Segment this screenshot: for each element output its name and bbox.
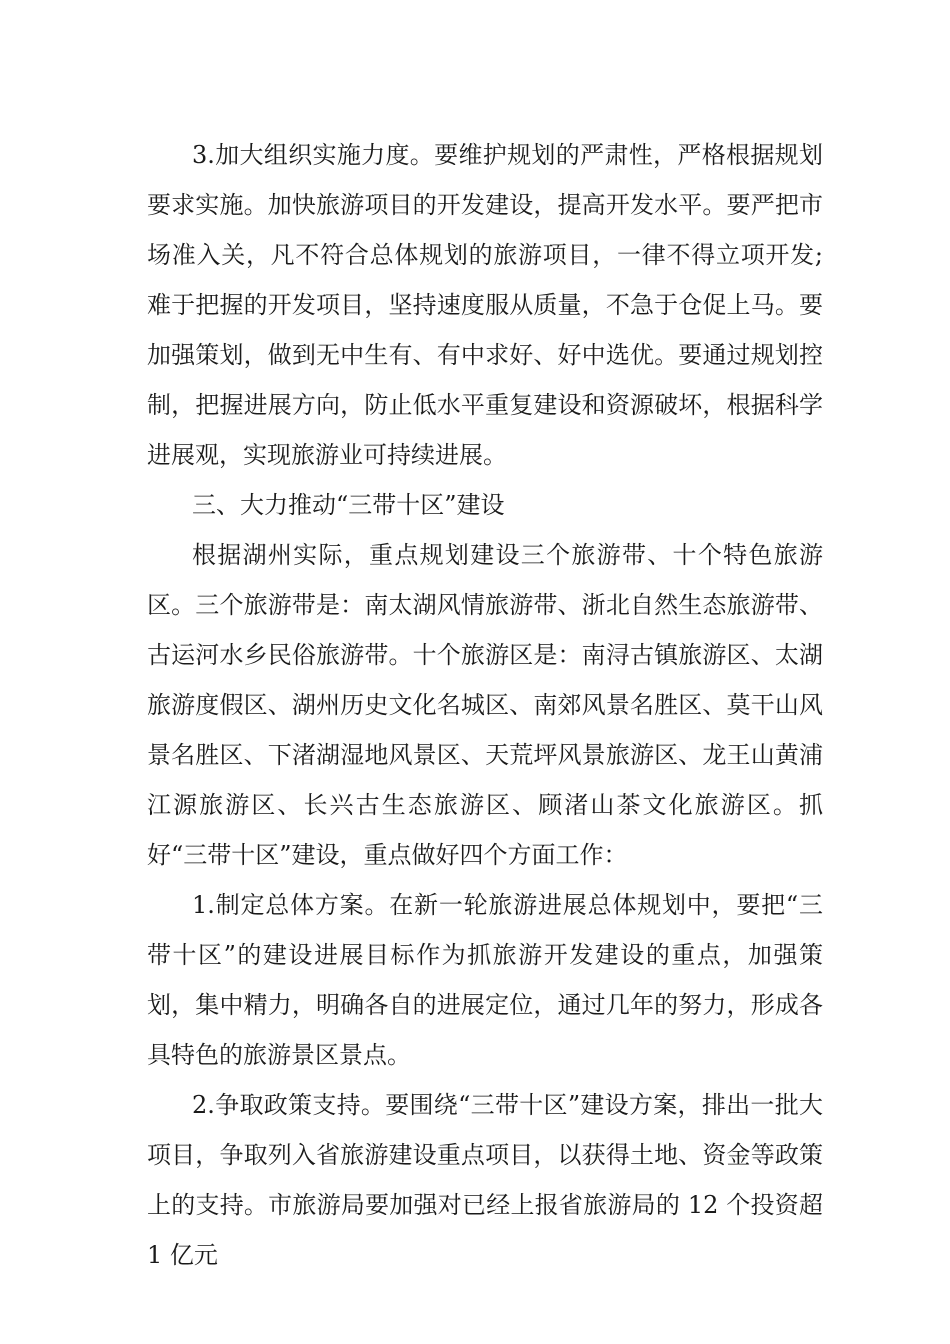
paragraph-overall-plan: 1.制定总体方案。在新一轮旅游进展总体规划中，要把“三带十区”的建设进展目标作为抓旅游开发建设的重点，加强策划，集中精力，明确各自的进展定位，通过几年的努力，形成各具特色的旅游景区景点。	[147, 891, 823, 1069]
paragraph-policy-support: 2.争取政策支持。要围绕“三带十区”建设方案，排出一批大项目，争取列入省旅游建设重点项目，以获得土地、资金等政策上的支持。市旅游局要加强对已经上报省旅游局的 12 个投资超 1 亿元	[147, 1091, 823, 1269]
paragraph-planning-overview: 根据湖州实际，重点规划建设三个旅游带、十个特色旅游区。三个旅游带是：南太湖风情旅游带、浙北自然生态旅游带、古运河水乡民俗旅游带。十个旅游区是：南浔古镇旅游区、太湖旅游度假区、湖州历史文化名城区、南郊风景名胜区、莫干山风景名胜区、下渚湖湿地风景区、天荒坪风景旅游区、龙王山黄浦江源旅游区、长兴古生态旅游区、顾渚山茶文化旅游区。抓好“三带十区”建设，重点做好四个方面工作：	[147, 541, 823, 869]
section-heading-three-belts-ten-zones: 三、大力推动“三带十区”建设	[192, 491, 505, 519]
paragraph-implementation: 3.加大组织实施力度。要维护规划的严肃性，严格根据规划要求实施。加快旅游项目的开发建设，提高开发水平。要严把市场准入关，凡不符合总体规划的旅游项目，一律不得立项开发;难于把握的开发项目，坚持速度服从质量，不急于仓促上马。要加强策划，做到无中生有、有中求好、好中选优。要通过规划控制，把握进展方向，防止低水平重复建设和资源破坏，根据科学进展观，实现旅游业可持续进展。	[147, 141, 823, 469]
document-body	[147, 130, 823, 1280]
